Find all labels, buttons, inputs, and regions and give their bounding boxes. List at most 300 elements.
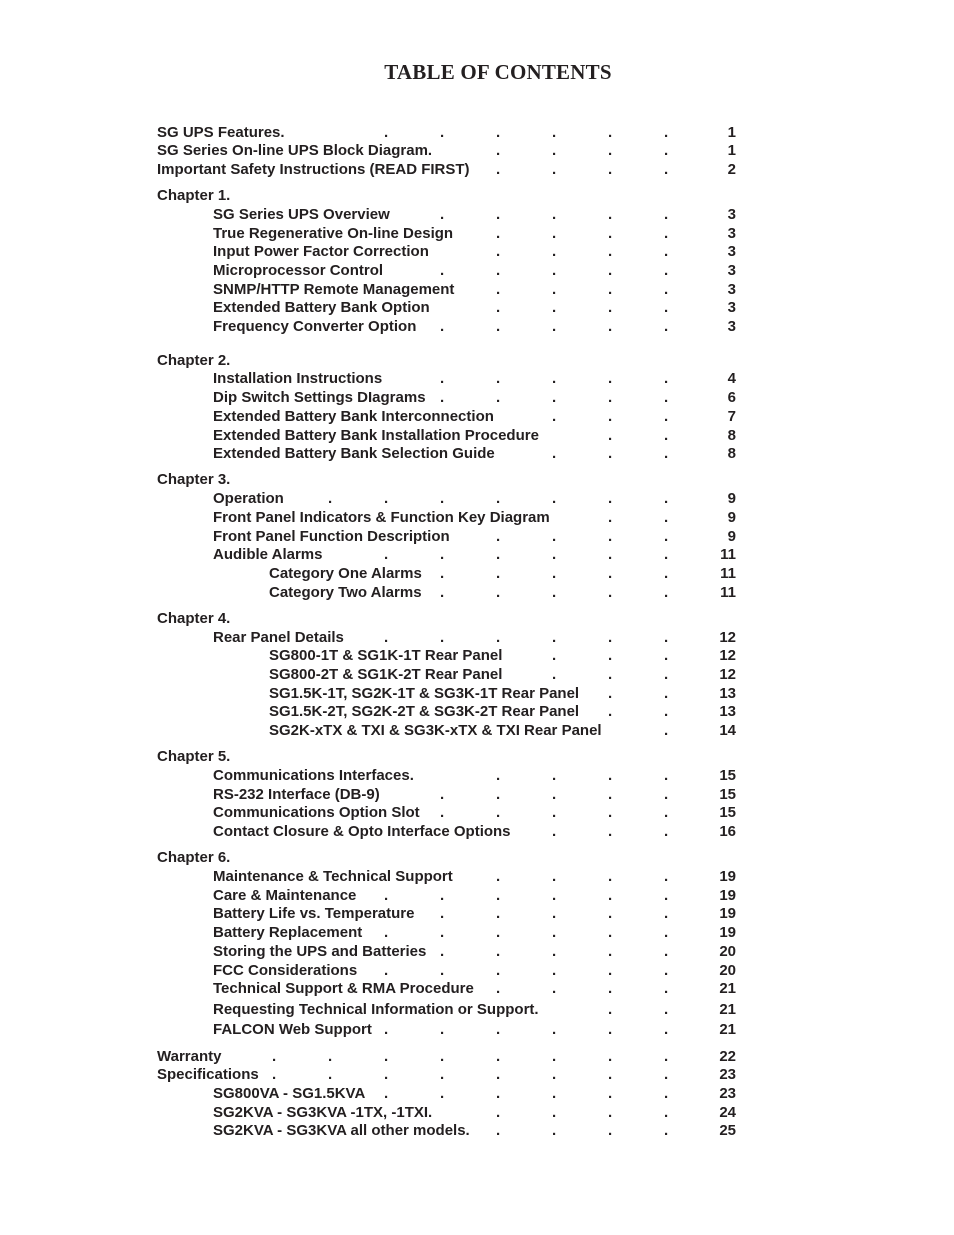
dot-leader: .	[552, 924, 557, 941]
dot-leader: .	[552, 490, 557, 507]
toc-chapter-heading	[0, 471, 954, 489]
dot-leader: .	[440, 1085, 445, 1102]
toc-entry-text: Rear Panel Details	[213, 629, 344, 646]
dot-leader: .	[328, 1048, 333, 1065]
dot-leader: .	[608, 546, 613, 563]
dot-leader: .	[664, 629, 669, 646]
toc-page-number: 8	[727, 445, 736, 462]
toc-entry-text: Extended Battery Bank Interconnection	[213, 408, 494, 425]
toc-page-number: 12	[719, 629, 736, 646]
toc-entry-text: Operation	[213, 490, 284, 507]
toc-page-number: 3	[727, 281, 736, 298]
dot-leader: .	[608, 943, 613, 960]
dot-leader: .	[496, 1122, 501, 1139]
toc-page-number: 20	[719, 943, 736, 960]
dot-leader: .	[608, 905, 613, 922]
toc-entry-text: SG800-2T & SG1K-2T Rear Panel	[269, 666, 503, 683]
toc-entry-text: True Regenerative On-line Design	[213, 225, 454, 242]
dot-leader: .	[608, 1066, 613, 1083]
dot-leader: .	[608, 1021, 613, 1038]
toc-entry	[0, 868, 954, 886]
toc-entry	[0, 318, 954, 336]
toc-entry-text: RS-232 Interface (DB-9)	[213, 786, 380, 803]
toc-entry-text: Maintenance & Technical Support	[213, 868, 453, 885]
toc-entry	[0, 445, 954, 463]
dot-leader: .	[496, 962, 501, 979]
dot-leader: .	[664, 142, 669, 159]
dot-leader: .	[552, 868, 557, 885]
toc-entry	[0, 1066, 954, 1084]
toc-entry	[0, 206, 954, 224]
dot-leader: .	[664, 647, 669, 664]
toc-entry-text: Category Two Alarms	[269, 584, 422, 601]
dot-leader: .	[664, 786, 669, 803]
dot-leader: .	[608, 767, 613, 784]
dot-leader: .	[664, 703, 669, 720]
toc-page-number: 15	[719, 804, 736, 821]
toc-entry-text: Storing the UPS and Batteries	[213, 943, 427, 960]
dot-leader: .	[384, 962, 389, 979]
dot-leader: .	[496, 262, 501, 279]
toc-entry-text: FCC Considerations	[213, 962, 358, 979]
toc-entry	[0, 905, 954, 923]
toc-entry-text: Front Panel Indicators & Function Key Diagram	[213, 509, 550, 526]
toc-page-number: 15	[719, 786, 736, 803]
toc-entry-text: Microprocessor Control	[213, 262, 384, 279]
dot-leader: .	[664, 299, 669, 316]
dot-leader: .	[552, 243, 557, 260]
toc-entry	[0, 528, 954, 546]
dot-leader: .	[608, 924, 613, 941]
dot-leader: .	[552, 980, 557, 997]
toc-entry	[0, 962, 954, 980]
dot-leader: .	[608, 161, 613, 178]
dot-leader: .	[608, 509, 613, 526]
toc-entry	[0, 243, 954, 261]
dot-leader: .	[440, 584, 445, 601]
dot-leader: .	[496, 1021, 501, 1038]
toc-entry-text: Communications Option Slot	[213, 804, 420, 821]
toc-page-number: 3	[727, 225, 736, 242]
dot-leader: .	[664, 767, 669, 784]
dot-leader: .	[608, 685, 613, 702]
dot-leader: .	[552, 629, 557, 646]
toc-page-number: 15	[719, 767, 736, 784]
toc-page-number: 21	[719, 980, 736, 997]
toc-entry-text: Chapter 6.	[157, 849, 231, 866]
dot-leader: .	[664, 490, 669, 507]
toc-entry	[0, 1021, 954, 1039]
toc-page-number: 19	[719, 924, 736, 941]
dot-leader: .	[496, 868, 501, 885]
toc-page-number: 23	[719, 1085, 736, 1102]
toc-entry	[0, 722, 954, 740]
toc-page-number: 13	[719, 703, 736, 720]
dot-leader: .	[272, 1066, 277, 1083]
toc-page-number: 8	[727, 427, 736, 444]
toc-page-number: 11	[720, 584, 736, 601]
toc-entry	[0, 161, 954, 179]
toc-entry-text: Chapter 2.	[157, 352, 231, 369]
dot-leader: .	[664, 206, 669, 223]
toc-entry-text: SG2KVA - SG3KVA -1TX, -1TXI.	[213, 1104, 433, 1121]
toc-page-number: 22	[719, 1048, 736, 1065]
toc-page-number: 2	[727, 161, 736, 178]
dot-leader: .	[608, 490, 613, 507]
dot-leader: .	[608, 528, 613, 545]
toc-entry	[0, 408, 954, 426]
dot-leader: .	[552, 584, 557, 601]
toc-entry-text: Chapter 1.	[157, 187, 231, 204]
toc-entry-text: Chapter 5.	[157, 748, 231, 765]
dot-leader: .	[608, 823, 613, 840]
dot-leader: .	[384, 124, 389, 141]
dot-leader: .	[608, 786, 613, 803]
dot-leader: .	[496, 584, 501, 601]
dot-leader: .	[552, 804, 557, 821]
toc-entry-text: SG Series On-line UPS Block Diagram.	[157, 142, 433, 159]
dot-leader: .	[608, 1122, 613, 1139]
dot-leader: .	[440, 1066, 445, 1083]
dot-leader: .	[384, 1085, 389, 1102]
dot-leader: .	[384, 490, 389, 507]
dot-leader: .	[384, 546, 389, 563]
dot-leader: .	[608, 243, 613, 260]
toc-entry	[0, 804, 954, 822]
toc-page-number: 1	[727, 142, 736, 159]
toc-entry-text: SG UPS Features.	[157, 124, 285, 141]
dot-leader: .	[440, 924, 445, 941]
dot-leader: .	[496, 546, 501, 563]
toc-entry	[0, 943, 954, 961]
dot-leader: .	[440, 565, 445, 582]
toc-entry	[0, 1001, 954, 1019]
dot-leader: .	[552, 445, 557, 462]
toc-page-number: 12	[719, 647, 736, 664]
dot-leader: .	[496, 629, 501, 646]
dot-leader: .	[552, 281, 557, 298]
toc-entry	[0, 262, 954, 280]
toc-entry-text: Chapter 3.	[157, 471, 231, 488]
dot-leader: .	[496, 887, 501, 904]
dot-leader: .	[552, 161, 557, 178]
toc-chapter-heading	[0, 352, 954, 370]
dot-leader: .	[608, 225, 613, 242]
dot-leader: .	[664, 281, 669, 298]
dot-leader: .	[664, 546, 669, 563]
dot-leader: .	[496, 786, 501, 803]
toc-chapter-heading	[0, 849, 954, 867]
dot-leader: .	[664, 584, 669, 601]
dot-leader: .	[608, 389, 613, 406]
dot-leader: .	[384, 1021, 389, 1038]
toc-entry	[0, 299, 954, 317]
toc-entry	[0, 1048, 954, 1066]
dot-leader: .	[440, 206, 445, 223]
dot-leader: .	[608, 445, 613, 462]
dot-leader: .	[496, 565, 501, 582]
dot-leader: .	[552, 206, 557, 223]
dot-leader: .	[496, 905, 501, 922]
toc-entry	[0, 887, 954, 905]
dot-leader: .	[440, 962, 445, 979]
dot-leader: .	[664, 868, 669, 885]
toc-page-number: 1	[727, 124, 736, 141]
dot-leader: .	[440, 629, 445, 646]
toc-entry	[0, 225, 954, 243]
dot-leader: .	[496, 161, 501, 178]
dot-leader: .	[496, 281, 501, 298]
toc-page-number: 3	[727, 243, 736, 260]
toc-entry-text: SG Series UPS Overview	[213, 206, 390, 223]
dot-leader: .	[496, 225, 501, 242]
dot-leader: .	[664, 722, 669, 739]
toc-entry	[0, 142, 954, 160]
toc-entry-text: SG2KVA - SG3KVA all other models.	[213, 1122, 470, 1139]
dot-leader: .	[664, 980, 669, 997]
dot-leader: .	[440, 943, 445, 960]
dot-leader: .	[496, 243, 501, 260]
toc-entry	[0, 980, 954, 998]
dot-leader: .	[496, 980, 501, 997]
toc-entry-text: SG800VA - SG1.5KVA	[213, 1085, 366, 1102]
dot-leader: .	[664, 1001, 669, 1018]
dot-leader: .	[608, 142, 613, 159]
dot-leader: .	[440, 389, 445, 406]
toc-chapter-heading	[0, 187, 954, 205]
toc-entry-text: Category One Alarms	[269, 565, 422, 582]
toc-entry	[0, 281, 954, 299]
dot-leader: .	[440, 1048, 445, 1065]
toc-entry	[0, 666, 954, 684]
dot-leader: .	[496, 1104, 501, 1121]
dot-leader: .	[496, 370, 501, 387]
dot-leader: .	[552, 142, 557, 159]
toc-entry	[0, 370, 954, 388]
dot-leader: .	[608, 299, 613, 316]
toc-entry-text: SG800-1T & SG1K-1T Rear Panel	[269, 647, 503, 664]
page-title: TABLE OF CONTENTS	[384, 60, 612, 84]
dot-leader: .	[440, 546, 445, 563]
dot-leader: .	[664, 225, 669, 242]
dot-leader: .	[552, 1048, 557, 1065]
dot-leader: .	[664, 823, 669, 840]
dot-leader: .	[384, 924, 389, 941]
toc-entry-text: FALCON Web Support	[213, 1021, 372, 1038]
dot-leader: .	[608, 1048, 613, 1065]
toc-page-number: 6	[727, 389, 736, 406]
dot-leader: .	[608, 629, 613, 646]
toc-chapter-heading	[0, 748, 954, 766]
dot-leader: .	[496, 528, 501, 545]
dot-leader: .	[272, 1048, 277, 1065]
toc-entry-text: Technical Support & RMA Procedure	[213, 980, 474, 997]
dot-leader: .	[552, 1066, 557, 1083]
toc-entry	[0, 1122, 954, 1140]
dot-leader: .	[440, 804, 445, 821]
dot-leader: .	[552, 1122, 557, 1139]
toc-entry-text: Dip Switch Settings DIagrams	[213, 389, 426, 406]
dot-leader: .	[608, 980, 613, 997]
dot-leader: .	[608, 281, 613, 298]
dot-leader: .	[664, 243, 669, 260]
toc-entry-text: Front Panel Function Description	[213, 528, 450, 545]
dot-leader: .	[440, 262, 445, 279]
dot-leader: .	[664, 1048, 669, 1065]
dot-leader: .	[440, 490, 445, 507]
toc-entry-text: SG1.5K-1T, SG2K-1T & SG3K-1T Rear Panel	[269, 685, 580, 702]
dot-leader: .	[608, 206, 613, 223]
dot-leader: .	[608, 124, 613, 141]
dot-leader: .	[552, 786, 557, 803]
toc-entry-text: Input Power Factor Correction	[213, 243, 429, 260]
toc-page-number: 19	[719, 868, 736, 885]
dot-leader: .	[608, 1001, 613, 1018]
toc-entry	[0, 389, 954, 407]
toc-entry	[0, 1104, 954, 1122]
toc-page-number: 4	[727, 370, 736, 387]
toc-page-number: 3	[727, 318, 736, 335]
dot-leader: .	[664, 161, 669, 178]
toc-page-number: 11	[720, 546, 736, 563]
toc-entry-text: Audible Alarms	[213, 546, 323, 563]
dot-leader: .	[664, 370, 669, 387]
dot-leader: .	[328, 1066, 333, 1083]
dot-leader: .	[552, 1104, 557, 1121]
dot-leader: .	[496, 1085, 501, 1102]
toc-page-number: 3	[727, 299, 736, 316]
toc-page-number: 21	[719, 1021, 736, 1038]
dot-leader: .	[440, 318, 445, 335]
toc-entry	[0, 124, 954, 142]
toc-entry-text: Important Safety Instructions (READ FIRST)	[157, 161, 470, 178]
dot-leader: .	[552, 408, 557, 425]
dot-leader: .	[608, 666, 613, 683]
dot-leader: .	[664, 685, 669, 702]
dot-leader: .	[552, 943, 557, 960]
toc-entry	[0, 786, 954, 804]
dot-leader: .	[552, 823, 557, 840]
toc-entry	[0, 490, 954, 508]
dot-leader: .	[496, 924, 501, 941]
dot-leader: .	[496, 767, 501, 784]
dot-leader: .	[552, 962, 557, 979]
dot-leader: .	[608, 1085, 613, 1102]
dot-leader: .	[664, 962, 669, 979]
dot-leader: .	[384, 887, 389, 904]
toc-page-number: 12	[719, 666, 736, 683]
toc-entry	[0, 629, 954, 647]
dot-leader: .	[664, 318, 669, 335]
dot-leader: .	[608, 370, 613, 387]
dot-leader: .	[552, 318, 557, 335]
dot-leader: .	[664, 408, 669, 425]
dot-leader: .	[496, 1066, 501, 1083]
toc-entry	[0, 703, 954, 721]
dot-leader: .	[552, 666, 557, 683]
toc-page-number: 19	[719, 905, 736, 922]
toc-page-number: 16	[719, 823, 736, 840]
toc-page-number: 23	[719, 1066, 736, 1083]
toc-page-number: 14	[719, 722, 736, 739]
dot-leader: .	[552, 1085, 557, 1102]
dot-leader: .	[384, 629, 389, 646]
toc-entry-text: Installation Instructions	[213, 370, 383, 387]
dot-leader: .	[328, 490, 333, 507]
dot-leader: .	[496, 299, 501, 316]
toc-entry	[0, 647, 954, 665]
dot-leader: .	[608, 318, 613, 335]
toc-page-number: 7	[727, 408, 736, 425]
toc-entry	[0, 685, 954, 703]
dot-leader: .	[552, 225, 557, 242]
toc-entry-text: SG2K-xTX & TXI & SG3K-xTX & TXI Rear Panel	[269, 722, 602, 739]
toc-entry-text: Communications Interfaces.	[213, 767, 414, 784]
dot-leader: .	[664, 1122, 669, 1139]
dot-leader: .	[496, 318, 501, 335]
dot-leader: .	[608, 703, 613, 720]
toc-entry	[0, 1085, 954, 1103]
dot-leader: .	[664, 528, 669, 545]
dot-leader: .	[608, 565, 613, 582]
dot-leader: .	[552, 647, 557, 664]
dot-leader: .	[608, 804, 613, 821]
toc-page-number: 24	[719, 1104, 736, 1121]
dot-leader: .	[664, 1021, 669, 1038]
dot-leader: .	[664, 666, 669, 683]
toc-page-number: 9	[727, 509, 736, 526]
dot-leader: .	[440, 887, 445, 904]
dot-leader: .	[608, 647, 613, 664]
dot-leader: .	[664, 389, 669, 406]
toc-entry-text: Extended Battery Bank Installation Procedure	[213, 427, 539, 444]
dot-leader: .	[664, 1085, 669, 1102]
toc-entry-text: Specifications	[157, 1066, 259, 1083]
toc-page-number: 21	[719, 1001, 736, 1018]
dot-leader: .	[552, 299, 557, 316]
dot-leader: .	[440, 124, 445, 141]
dot-leader: .	[552, 124, 557, 141]
dot-leader: .	[496, 804, 501, 821]
dot-leader: .	[552, 262, 557, 279]
dot-leader: .	[440, 1021, 445, 1038]
dot-leader: .	[552, 370, 557, 387]
dot-leader: .	[608, 962, 613, 979]
dot-leader: .	[552, 887, 557, 904]
toc-entry-text: Frequency Converter Option	[213, 318, 417, 335]
toc-page-number: 3	[727, 206, 736, 223]
toc-entry-text: SG1.5K-2T, SG2K-2T & SG3K-2T Rear Panel	[269, 703, 580, 720]
dot-leader: .	[440, 905, 445, 922]
toc-page-number: 9	[727, 490, 736, 507]
dot-leader: .	[496, 389, 501, 406]
toc-entry-text: Chapter 4.	[157, 610, 231, 627]
toc-entry-text: Extended Battery Bank Selection Guide	[213, 445, 495, 462]
dot-leader: .	[496, 943, 501, 960]
dot-leader: .	[664, 565, 669, 582]
dot-leader: .	[664, 943, 669, 960]
toc-entry-text: Extended Battery Bank Option	[213, 299, 430, 316]
toc-entry	[0, 924, 954, 942]
toc-page-number: 25	[719, 1122, 736, 1139]
toc-page-number: 13	[719, 685, 736, 702]
dot-leader: .	[496, 490, 501, 507]
toc-entry	[0, 546, 954, 564]
toc-entry	[0, 565, 954, 583]
dot-leader: .	[384, 1066, 389, 1083]
dot-leader: .	[608, 887, 613, 904]
dot-leader: .	[552, 767, 557, 784]
